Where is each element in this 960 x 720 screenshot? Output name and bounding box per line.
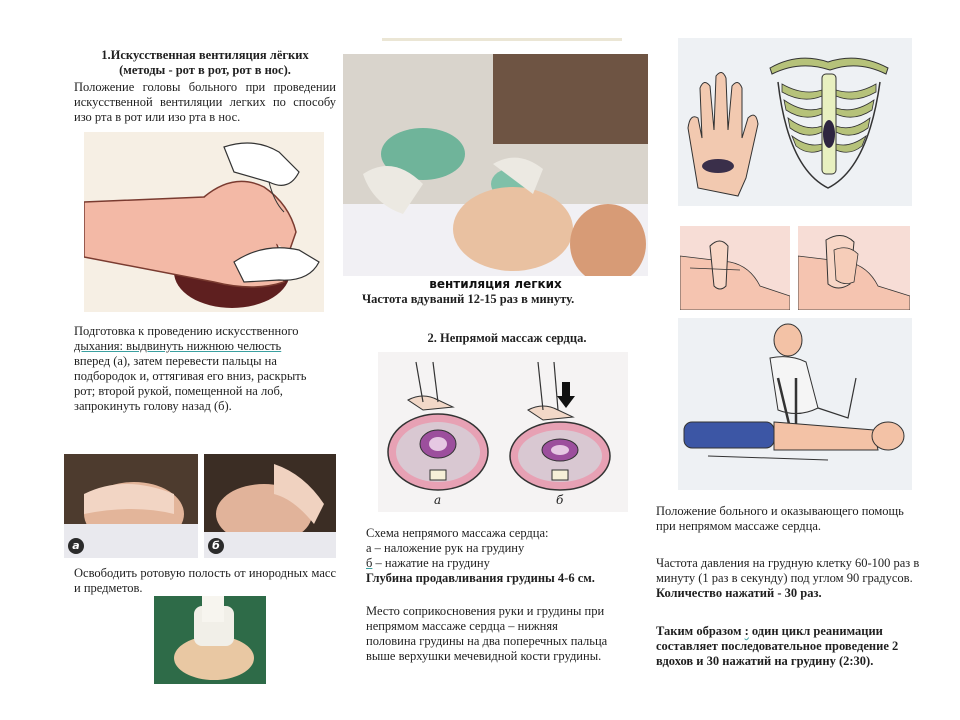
cpr-position-illustration <box>678 318 912 490</box>
scheme-a: а – наложение рук на грудину <box>366 541 525 555</box>
pressure-description <box>656 556 926 601</box>
head-position-text: Положение головы больного при проведении искусственной вентиляции легких по способу изо рта в рот или изо рта в нос. <box>74 80 336 124</box>
head-tilt-illustration <box>84 132 324 312</box>
hand-placement-illustration-1 <box>680 226 790 310</box>
breath-rate-text: Частота вдуваний 12-15 раз в минуту. <box>362 292 575 306</box>
contact-line-1: Место соприкосновения руки и грудины при <box>366 604 605 618</box>
contact-place-text <box>366 604 656 664</box>
hand-and-ribcage-illustration <box>678 38 912 206</box>
compression-count-text: Количество нажатий - 30 раз. <box>656 586 822 600</box>
photo-a-label: а <box>68 538 84 554</box>
contact-line-2: непрямом массаже сердца – нижняя <box>366 619 558 633</box>
prep-line-3: вперед (а), затем перевести пальцы на <box>74 354 277 368</box>
cycle-summary: Таким образом : один цикл реанимации составляет последовательное проведение 2 вдохов и 30 нажатий на грудину (2:30). <box>656 624 899 668</box>
section1-title-line2: (методы - рот в рот, рот в нос). <box>119 63 291 77</box>
photo-jaw-thrust-a <box>64 454 198 558</box>
contact-line-4: выше верхушки мечевидной кости грудины. <box>366 649 602 663</box>
prep-line-6: запрокинуть голову назад (б). <box>74 399 232 413</box>
diagram-label-a: а <box>434 493 442 507</box>
section1-title <box>74 48 336 78</box>
prep-line-2: дыхания: выдвинуть нижнюю челюсть <box>74 339 282 353</box>
top-decorative-bar <box>382 38 622 41</box>
scheme-title: Схема непрямого массажа сердца: <box>366 526 549 540</box>
clear-mouth-text: Освободить ротовую полость от инородных масс и предметов. <box>74 566 336 595</box>
hand-placement-illustration-2 <box>798 226 910 310</box>
prep-instructions <box>74 324 342 414</box>
photo-b-label: б <box>208 538 224 554</box>
prep-line-5: рот; второй рукой, помещенной на лоб, <box>74 384 283 398</box>
compression-depth: Глубина продавливания грудины 4-6 см. <box>366 571 595 585</box>
chest-compression-diagram <box>378 352 628 512</box>
scheme-b: б – нажатие на грудину <box>366 556 490 570</box>
prep-line-4: подбородок и, оттягивая его вниз, раскрыть <box>74 369 307 383</box>
photo-bag-valve-ventilation <box>343 54 648 276</box>
pressure-rate-text: Частота давления на грудную клетку 60-100 раз в минуту (1 раз в секунду) под углом 90 градусов. <box>656 556 920 585</box>
scheme-description <box>366 526 656 586</box>
photo-mouth-cleaning <box>154 596 266 684</box>
diagram-label-b: б <box>556 493 564 507</box>
section1-title-line1: 1.Искусственная вентиляция лёгких <box>101 48 309 62</box>
contact-line-3: половина грудины на два поперечных пальца <box>366 634 608 648</box>
photo-jaw-thrust-b <box>204 454 336 558</box>
prep-line-1: Подготовка к проведению искусственного <box>74 324 299 338</box>
position-description: Положение больного и оказывающего помощь при непрямом массаже сердца. <box>656 504 904 533</box>
photo-caption: вентиляция легких <box>429 277 562 291</box>
section2-title: 2. Непрямой массаж сердца. <box>427 331 587 345</box>
